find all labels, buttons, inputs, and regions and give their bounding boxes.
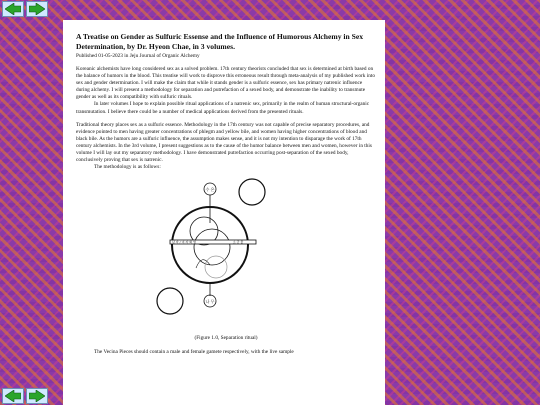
figure-label-left-bar: 남 자 / 여 자 화 합 bbox=[171, 240, 197, 245]
bottom-left-circle bbox=[157, 288, 183, 314]
paragraph-traditional-theory: Traditional theory places sex as a sulfuric essence. Methodology in the 17th century was not capable of precise separatory procedures, and evidence pointed to men having greater concentrations of phlegm and yellow bile, and women having higher concentrations of blood and black bile. As the humors are a sulfuric influence, the assumption makes sense, and it is not my intention to disparage the work of 17th century alchemists. In the 3rd volume, I present suggestions as to the cause of the humor balance between men and women, however in this volume I will lay out my separatory methodology. I have demonstrated putrefaction occurring post-separation of the sexed body, conclusively proving that sex is natrenic. bbox=[76, 121, 372, 164]
figure-label-top: 수 은 bbox=[205, 187, 215, 193]
article-page bbox=[63, 20, 385, 405]
paragraph-methodology: The methodology is as follows: bbox=[94, 164, 161, 171]
top-right-circle bbox=[239, 179, 265, 205]
paragraph-intro: Koreanic alchemists have long considered sex as a solved problem. 17th century theorists concluded that sex is determined at birth based on the balance of humors in the blood. This treatise will work to disprove this erroneous result through meta-analysis of my published work into sex and gender determination. I will make the claim that while it stands gender is a sulfuric essence, sex has primary natrenic influence during alchemy. I will present a methodology for separation and putrefaction of a sexed body, and demonstrate the inability to transmute gender as well as its compatibility with sulfuric rituals. bbox=[76, 66, 375, 101]
paragraph-later-volumes: In later volumes I hope to explain possible ritual applications of a natrenic sex, primarily in the realm of human structural-organic transmutation. I believe there could be a number of medical applications derived from the presented rituals. bbox=[76, 101, 370, 115]
right-arrow-icon bbox=[29, 3, 45, 15]
separation-ritual-figure bbox=[76, 173, 376, 333]
article-title: A Treatise on Gender as Sulfuric Essense and the Influence of Humorous Alchemy in Sex Determination, by Dr. Hyeon Chae, in 3 volumes. bbox=[76, 32, 364, 51]
inner-circle-lower bbox=[205, 256, 227, 278]
right-arrow-icon bbox=[29, 390, 45, 402]
next-page-button[interactable] bbox=[26, 1, 48, 17]
figure-label-right-bar: 소 금 물 bbox=[232, 240, 244, 245]
previous-page-button[interactable] bbox=[2, 1, 24, 17]
left-arrow-icon bbox=[5, 3, 21, 15]
figure-label-bottom: 나 무 bbox=[205, 299, 215, 305]
publication-info: Published 01-05-2023 in Jeju Journal of Organic Alchemy bbox=[76, 53, 200, 59]
figure-caption: (Figure 1.0, Separation ritual) bbox=[194, 335, 258, 342]
left-arrow-icon bbox=[5, 390, 21, 402]
next-page-button-bottom[interactable] bbox=[26, 388, 48, 404]
ritual-diagram bbox=[76, 173, 376, 333]
paragraph-continued: The Vecina Pieces should contain a male and female gamete respectively, with the live sample bbox=[94, 349, 294, 356]
previous-page-button-bottom[interactable] bbox=[2, 388, 24, 404]
